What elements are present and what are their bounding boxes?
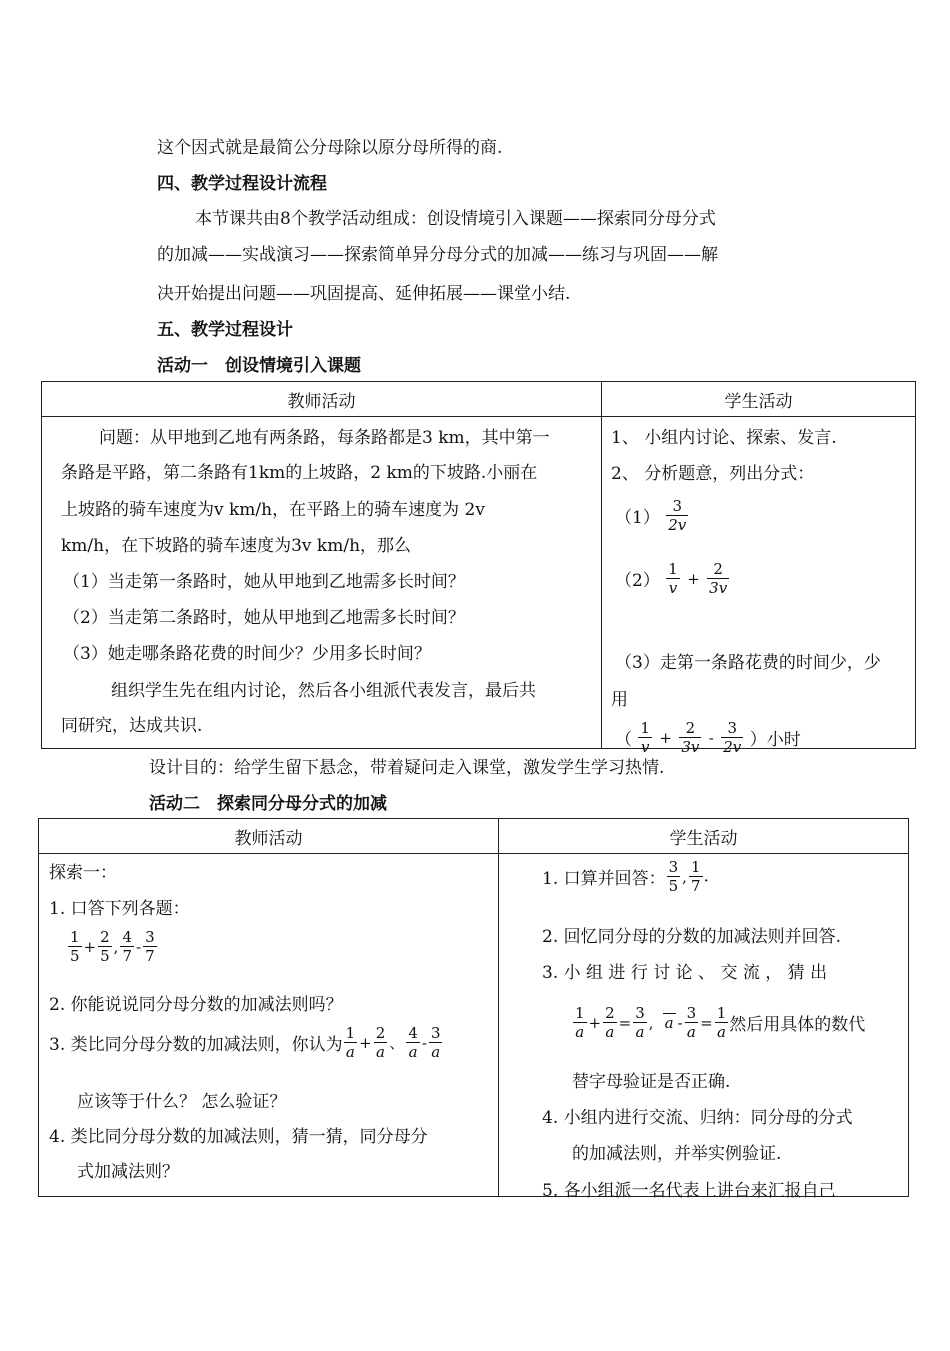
intro-line: 这个因式就是最简公分母除以原分母所得的商. xyxy=(157,138,503,158)
student-step-1: 1、 小组内讨论、探索、发言. xyxy=(611,428,837,448)
teacher-question-3: （3）她走哪条路花费的时间少？少用多长时间？ xyxy=(63,644,431,664)
fraction: $\frac{2}{5}$ xyxy=(100,928,110,965)
teacher-item-4-cont: 式加减法则？ xyxy=(77,1162,179,1182)
fraction: $\frac{1}{a}$ xyxy=(575,1004,585,1041)
student-item-3-mid: 然后用具体的数代 xyxy=(729,1015,866,1035)
table1-student-cell xyxy=(602,417,915,756)
student-item-1 xyxy=(542,858,709,895)
fraction: $\frac{3}{a}$ xyxy=(686,1004,697,1041)
comma: , xyxy=(113,937,119,956)
section-4-paragraph-line1: 本节课共由8个教学活动组成：创设情境引入课题——探索同分母分式 xyxy=(195,209,716,229)
plus-sign: + xyxy=(687,569,700,588)
section-4-paragraph-line2: 的加减——实战演习——探索简单异分母分式的加减——练习与巩固——解 xyxy=(157,245,718,265)
fraction: $\frac{2}{a}$ xyxy=(605,1004,615,1041)
student-step-2: 2、 分析题意，列出分式： xyxy=(611,464,815,484)
table2-header-student: 学生活动 xyxy=(499,819,909,854)
answer-2 xyxy=(615,560,730,597)
paren-open: （ xyxy=(615,730,632,750)
teacher-text-line: km/h，在下坡路的骑车速度为3v km/h，那么 xyxy=(61,536,412,556)
fraction: $\frac{1}{a}$ xyxy=(716,1004,727,1041)
plus-sign: + xyxy=(659,728,672,747)
student-item-3-expression xyxy=(572,1004,865,1041)
fraction: $\frac{3}{5}$ xyxy=(668,858,679,895)
teacher-question-1: （1）当走第一条路时，她从甲地到乙地需多长时间？ xyxy=(63,572,465,592)
teacher-item-1: 1. 口答下列各题： xyxy=(49,899,190,919)
fraction: $\frac{3}{7}$ xyxy=(145,928,155,965)
teacher-question-2: （2）当走第二条路时，她从甲地到乙地需多长时间？ xyxy=(63,608,465,628)
teacher-text-line: 问题：从甲地到乙地有两条路，每条路都是3 km，其中第一 xyxy=(99,428,550,448)
plus-sign: + xyxy=(359,1033,372,1052)
student-item-4-cont: 的加减法则，并举实例验证. xyxy=(572,1144,782,1164)
teacher-item-2: 2. 你能说说同分母分数的加减法则吗？ xyxy=(49,995,343,1015)
period: . xyxy=(703,866,709,887)
activity-2-table xyxy=(38,818,909,1201)
teacher-text-line: 同研究，达成共识. xyxy=(61,716,203,736)
answer-2-label: （2） xyxy=(615,571,660,591)
minus-sign: - xyxy=(421,1033,427,1052)
minus-sign: - xyxy=(677,1013,683,1032)
student-item-1-text: 1. 口算并回答： xyxy=(542,869,666,889)
fraction: $\frac{1}{7}$ xyxy=(690,858,701,895)
fraction: $\frac{3}{a}$ xyxy=(635,1004,645,1041)
student-item-3: 3. 小 组 进 行 讨 论 、 交 流 ， 猜 出 xyxy=(542,963,828,983)
equals-sign: = xyxy=(700,1013,713,1032)
table2-student-cell xyxy=(499,854,908,1201)
student-item-4: 4. 小组内进行交流、归纳：同分母的分式 xyxy=(542,1108,853,1128)
fraction: $\frac{3}{2v}$ xyxy=(668,497,687,534)
answer-3-expression xyxy=(615,719,801,756)
answer-3-line1: （3）走第一条路花费的时间少，少 xyxy=(615,653,881,673)
minus-sign: - xyxy=(708,728,714,747)
table1-teacher-cell xyxy=(42,417,601,748)
minus-sign: - xyxy=(136,937,142,956)
plus-sign: + xyxy=(83,937,97,956)
fraction: $\frac{4}{a}$ xyxy=(408,1024,418,1061)
teacher-text-line: 上坡路的骑车速度为v km/h，在平路上的骑车速度为 2v xyxy=(61,500,485,520)
explore-title: 探索一： xyxy=(49,863,117,883)
activity-2-title: 活动二 探索同分母分式的加减 xyxy=(149,794,387,814)
fraction: a xyxy=(664,1014,674,1032)
teacher-text-line: 条路是平路，第二条路有1km的上坡路，2 km的下坡路.小丽在 xyxy=(61,463,538,483)
student-item-5: 5. 各小组派一名代表上讲台来汇报自己 xyxy=(542,1181,836,1201)
teacher-item-3-text: 3. 类比同分母分数的加减法则，你认为 xyxy=(49,1035,343,1055)
fraction: $\frac{3}{2v}$ xyxy=(723,719,742,756)
table2-teacher-cell xyxy=(39,854,498,1196)
paren-close-hours: ）小时 xyxy=(749,730,801,750)
answer-1 xyxy=(615,497,689,534)
table2-header-teacher: 教师活动 xyxy=(39,819,499,854)
fraction: $\frac{2}{a}$ xyxy=(375,1024,386,1061)
answer-3-line2: 用 xyxy=(611,690,628,710)
section-4-title: 四、教学过程设计流程 xyxy=(157,174,327,194)
separator: 、 xyxy=(389,1034,405,1052)
fraction: $\frac{2}{3v}$ xyxy=(681,719,700,756)
answer-1-label: （1） xyxy=(615,508,660,528)
comma: , xyxy=(682,867,687,886)
teacher-item-4: 4. 类比同分母分数的加减法则，猜一猜，同分母分 xyxy=(49,1127,428,1147)
fraction: $\frac{3}{a}$ xyxy=(430,1024,441,1061)
plus-sign: + xyxy=(588,1013,602,1032)
equals-sign: = xyxy=(618,1013,632,1032)
comma: , xyxy=(648,1013,654,1032)
teacher-text-line: 组织学生先在组内讨论，然后各小组派代表发言，最后共 xyxy=(111,681,536,701)
table1-header-student: 学生活动 xyxy=(602,382,916,417)
section-4-paragraph-line3: 决开始提出问题——巩固提高、延伸拓展——课堂小结. xyxy=(157,284,571,304)
teacher-item-3 xyxy=(49,1024,443,1061)
fraction: $\frac{1}{5}$ xyxy=(70,928,80,965)
section-5-title: 五、教学过程设计 xyxy=(157,320,293,340)
student-item-3-cont: 替字母验证是否正确. xyxy=(572,1072,731,1092)
teacher-item-1-expression xyxy=(67,928,158,965)
table1-header-teacher: 教师活动 xyxy=(42,382,602,417)
student-item-2: 2. 回忆同分母的分数的加减法则并回答. xyxy=(542,927,842,947)
fraction: $\frac{1}{v}$ xyxy=(668,560,678,597)
design-purpose: 设计目的：给学生留下悬念，带着疑问走入课堂，激发学生学习热情. xyxy=(149,758,665,778)
activity-1-table xyxy=(41,381,916,756)
fraction: $\frac{2}{3v}$ xyxy=(709,560,728,597)
activity-1-title: 活动一 创设情境引入课题 xyxy=(157,356,361,376)
fraction: $\frac{1}{a}$ xyxy=(345,1024,356,1061)
teacher-item-3-question: 应该等于什么？ 怎么验证？ xyxy=(77,1092,287,1112)
fraction: $\frac{4}{7}$ xyxy=(122,928,132,965)
fraction: $\frac{1}{v}$ xyxy=(640,719,650,756)
